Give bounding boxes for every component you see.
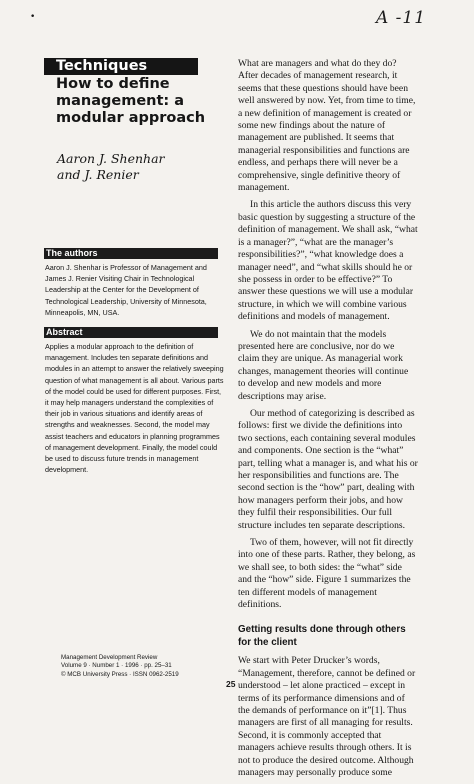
journal-name: Management Development Review <box>61 654 158 661</box>
body-subheading: Getting results done through others for the client <box>238 624 406 648</box>
journal-footer <box>61 654 221 679</box>
margin-mark: • <box>30 12 36 22</box>
body-paragraph-3: We do not maintain that the models presented here are conclusive, nor do we claim they are unique. As managerial work changes, management theories will continue to develop and new models and more descriptions may arise. <box>238 328 409 402</box>
handwritten-annotation: A -11 <box>376 8 427 28</box>
journal-volume: Volume 9 · Number 1 · 1996 · pp. 25–31 <box>61 662 172 670</box>
body-paragraph-4: Our method of categorizing is described as follows: first we divide the definitions into two sections, each containing several modules and components. One section is the “what” part, telling what a manager is, and what his or her responsibilities and functions are. The second section is the “how” part, dealing with how managers perform their jobs, and how they fulfil their responsibilities. Our full structure includes ten separate descriptions. <box>238 407 418 531</box>
abstract-label: Abstract <box>44 327 218 338</box>
journal-copyright: © MCB University Press · ISSN 0962-2519 <box>61 670 179 678</box>
the-authors-text: Aaron J. Shenhar is Professor of Management and James J. Renier Visiting Chair in Technological Leadership at the Center for the Development of Technological Leadership, University of Minnesota, Minneapolis, MN, USA. <box>45 263 207 317</box>
article-header <box>44 58 222 183</box>
section-kicker: Techniques <box>44 58 198 75</box>
body-paragraph-5: Two of them, however, will not fit directly into one of these parts. Rather, they belong, as we shall see, to both sides: the “what” side and the “how” side. Figure 1 summarizes the ten different models of management definitions. <box>238 537 416 611</box>
body-paragraph-2: In this article the authors discuss this very basic question by suggesting a structure of the definition of management. We shall ask, “what is a manager?”, “what are the manager’s responsibilities?”, “what knowledge does a manager need”, and “what skills should he or she possess in order to be effective?” To answer these questions we will use a modular structure, in which we will combine various definitions and models of management. <box>238 199 418 323</box>
abstract-box <box>44 327 228 475</box>
abstract-text: Applies a modular approach to the definition of management. Includes ten separate definitions and modules in an attempt to answer the relatively sweeping question of what management is all about. Various parts of the model could be used for different purposes. First, it may help managers understand the complexities of their job in various situations and identify areas of strengths and weaknesses. Second, the model may assist teachers and educators in planning programmes of management development. Finally, the model could be used to discuss future trends in management development. <box>45 342 224 475</box>
author-line-1: Aaron J. Shenhar <box>57 151 165 166</box>
body-paragraph-6: We start with Peter Drucker’s words, “Management, therefore, cannot be defined or understood – let alone practiced – except in terms of its performance dimensions and of the demands of performance on it”[1]. Thus managers are first of all managing for results. Second, it is commonly accepted that managers achieve results through others. It is not to produce the desired outcome. Although managers may personally produce some <box>238 655 416 778</box>
author-line-2: and J. Renier <box>57 167 139 182</box>
article-authors <box>57 151 222 183</box>
body-paragraph-1: What are managers and what do they do? After decades of management research, it seems that these questions should have been well answered by now. Yet, from time to time, a new definition of management is created or some new findings about the nature of management are published. It seems that managerial responsibilities and functions are endless, and perhaps there will never be a comprehensive, single definitive theory of management. <box>238 58 416 194</box>
page-number: 25 <box>226 679 236 689</box>
article-title: How to define management: a modular approach <box>56 76 206 126</box>
the-authors-label: The authors <box>44 248 218 259</box>
the-authors-box <box>44 248 228 318</box>
body-column <box>238 58 418 784</box>
